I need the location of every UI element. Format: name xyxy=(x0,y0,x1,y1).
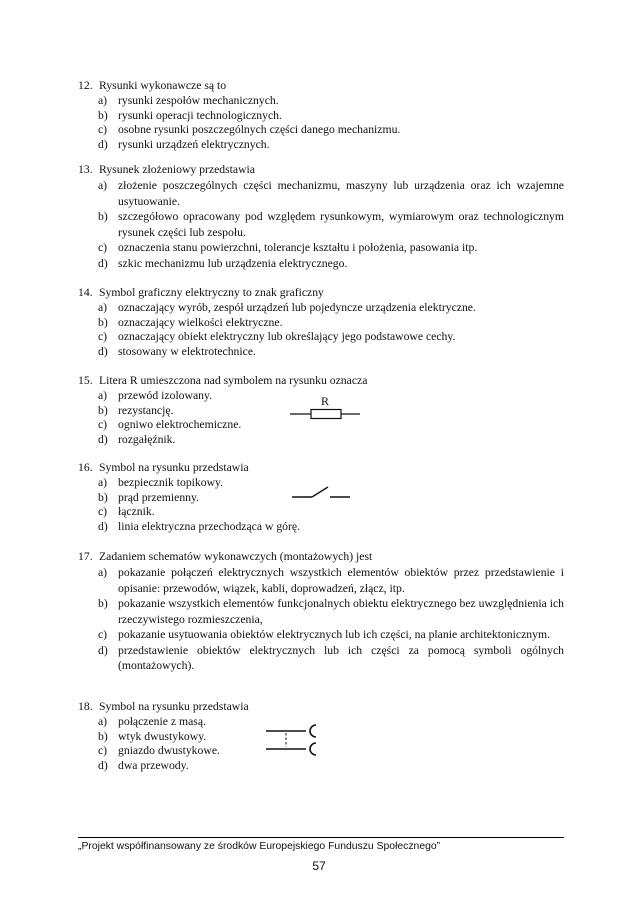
question-number: 12. xyxy=(78,79,93,92)
option-text-line-1: pokazanie połączeń elektrycznych wszystkich elementów obiektów przez xyxy=(118,566,480,579)
option-text: oznaczający obiekt elektryczny lub określający jego podstawowe cechy. xyxy=(118,330,456,344)
switch-blade xyxy=(312,487,328,497)
question-number: 15. xyxy=(78,374,93,387)
option-text-line-1: pokazanie usytuowania obiektów elektrycznych lub ich części, na planie xyxy=(118,628,458,641)
question-number: 18. xyxy=(78,700,93,713)
socket-contact-bottom xyxy=(310,743,316,755)
option-letter: b) xyxy=(98,315,108,329)
option-text: przewód izolowany. xyxy=(118,389,213,402)
question-title xyxy=(78,78,564,94)
question-title xyxy=(78,373,564,389)
option-text: dwa przewody. xyxy=(118,759,189,773)
option-text: stosowany w elektrotechnice. xyxy=(118,345,256,359)
answer-option-a xyxy=(78,301,564,316)
option-letter: a) xyxy=(98,301,108,314)
answer-option-d xyxy=(78,759,564,774)
option-text-line-1: szczegółowo opracowany pod względem rysunkowym, wymiarowym oraz xyxy=(118,210,479,223)
question-number: 14. xyxy=(78,286,93,299)
answer-option-d xyxy=(78,345,564,360)
option-text: łącznik. xyxy=(118,505,155,519)
resistor-body xyxy=(311,410,341,419)
answer-option-c xyxy=(78,627,564,643)
question-text: Litera R umieszczona nad symbolem na rysunku oznacza xyxy=(99,374,368,387)
option-letter: d) xyxy=(98,759,108,773)
question-17 xyxy=(78,549,564,674)
answer-option-c xyxy=(78,505,564,520)
two-pin-socket-symbol xyxy=(266,722,326,758)
question-text: Symbol na rysunku przedstawia xyxy=(99,461,249,474)
option-letter: d) xyxy=(98,433,108,447)
switch-symbol xyxy=(292,484,352,500)
option-text: rysunki operacji technologicznych. xyxy=(118,108,282,122)
question-number: 16. xyxy=(78,461,93,474)
option-text: oznaczający wyrób, zespół urządzeń lub pojedyncze urządzenia elektryczne. xyxy=(118,301,476,314)
footer-divider xyxy=(78,837,564,838)
answer-option-c xyxy=(78,330,564,345)
option-letter: d) xyxy=(98,520,108,534)
option-letter: d) xyxy=(98,256,108,270)
option-letter: b) xyxy=(98,210,108,223)
option-text: szkic mechanizmu lub urządzenia elektrycznego. xyxy=(118,256,348,270)
option-text: rysunki zespołów mechanicznych. xyxy=(118,94,279,107)
option-text: wtyk dwustykowy. xyxy=(118,729,207,743)
question-text: Symbol na rysunku przedstawia xyxy=(99,700,249,713)
option-text: rysunki urządzeń elektrycznych. xyxy=(118,138,270,152)
question-13 xyxy=(78,162,564,271)
answer-option-d xyxy=(78,643,564,674)
option-letter: c) xyxy=(98,330,108,344)
socket-contact-top xyxy=(310,725,316,737)
page-number: 57 xyxy=(312,859,326,873)
option-letter: b) xyxy=(98,108,108,122)
option-text-line-1: pokazanie wszystkich elementów funkcjonalnych obiektu elektrycznego bez xyxy=(118,597,476,610)
option-text-line-1: przedstawienie obiektów elektrycznych lub ich części za pomocą symboli ogólnych xyxy=(118,643,564,657)
answer-option-a xyxy=(78,94,564,109)
question-title xyxy=(78,460,564,476)
question-number: 13. xyxy=(78,163,93,176)
option-letter: d) xyxy=(98,345,108,359)
option-letter: a) xyxy=(98,476,108,489)
answer-option-b xyxy=(78,596,564,627)
answer-option-d xyxy=(78,520,564,535)
answer-option-b xyxy=(78,109,564,124)
option-letter: b) xyxy=(98,729,108,743)
question-title xyxy=(78,285,564,301)
question-text: Rysunki wykonawcze są to xyxy=(99,79,227,92)
option-text: rozgałęźnik. xyxy=(118,433,176,447)
option-text: gniazdo dwustykowe. xyxy=(118,744,220,758)
question-12 xyxy=(78,78,564,153)
answer-option-a xyxy=(78,178,564,209)
resistor-label: R xyxy=(320,394,330,408)
option-letter: b) xyxy=(98,597,108,610)
option-letter: c) xyxy=(98,123,108,137)
question-number: 17. xyxy=(78,550,93,563)
question-title xyxy=(78,549,564,565)
question-title xyxy=(78,162,564,178)
option-letter: a) xyxy=(98,179,108,192)
option-text: ogniwo elektrochemiczne. xyxy=(118,418,242,432)
option-text: osobne rysunki poszczególnych części danego mechanizmu. xyxy=(118,123,401,137)
answer-option-b xyxy=(78,209,564,240)
option-letter: c) xyxy=(98,505,108,519)
answer-option-d xyxy=(78,138,564,153)
option-text-line-1: złożenie poszczególnych części mechanizmu, maszyny lub urządzenia oraz ich xyxy=(118,179,511,192)
footer-funding-note: „Projekt współfinansowany ze środków Europejskiego Funduszu Społecznego” xyxy=(78,841,441,852)
answer-option-d xyxy=(78,433,564,448)
option-text-line-2: architektonicznym. xyxy=(460,628,550,641)
option-letter: c) xyxy=(98,628,108,641)
option-letter: a) xyxy=(98,94,108,107)
option-text: oznaczający wielkości elektryczne. xyxy=(118,315,283,329)
question-text: Rysunek złożeniowy przedstawia xyxy=(99,163,255,176)
answer-option-c xyxy=(78,123,564,138)
resistor-symbol xyxy=(290,392,360,422)
option-letter: b) xyxy=(98,403,108,417)
option-text-line-2: uwzględnienia ich rzeczywistego rozmieszczenia, xyxy=(118,597,565,626)
option-letter: a) xyxy=(98,715,108,728)
answer-option-d xyxy=(78,256,564,272)
option-text: linia elektryczna przechodząca w górę. xyxy=(118,520,301,534)
option-letter: a) xyxy=(98,566,108,579)
option-text-line-2: przedstawienie i opisanie: przewodów, wiązek, kabli, doprowadzeń, złącz, itp. xyxy=(118,566,565,595)
option-letter: b) xyxy=(98,490,108,504)
answer-option-c xyxy=(78,240,564,256)
option-letter: c) xyxy=(98,241,108,254)
option-text: rezystancję. xyxy=(118,403,174,417)
option-text-line-2: (montażowych). xyxy=(118,659,195,672)
question-title xyxy=(78,699,564,715)
option-letter: c) xyxy=(98,418,108,432)
option-letter: a) xyxy=(98,389,108,402)
question-14 xyxy=(78,285,564,360)
option-letter: d) xyxy=(98,138,108,152)
option-text: oznaczenia stanu powierzchni, tolerancje kształtu i położenia, pasowania itp. xyxy=(118,241,478,254)
option-text-line-2: technologicznym rysunek części lub zespołu. xyxy=(118,210,564,239)
option-text-line-2: wzajemne usytuowanie. xyxy=(118,179,564,208)
option-text: połączenie z masą. xyxy=(118,715,206,728)
option-text: prąd przemienny. xyxy=(118,490,200,504)
answer-option-b xyxy=(78,316,564,331)
option-letter: d) xyxy=(98,643,108,657)
option-letter: c) xyxy=(98,744,108,758)
question-text: Symbol graficzny elektryczny to znak graficzny xyxy=(99,286,324,299)
question-text: Zadaniem schematów wykonawczych (montażowych) jest xyxy=(99,550,373,563)
option-text: bezpiecznik topikowy. xyxy=(118,476,224,489)
answer-option-a xyxy=(78,565,564,596)
